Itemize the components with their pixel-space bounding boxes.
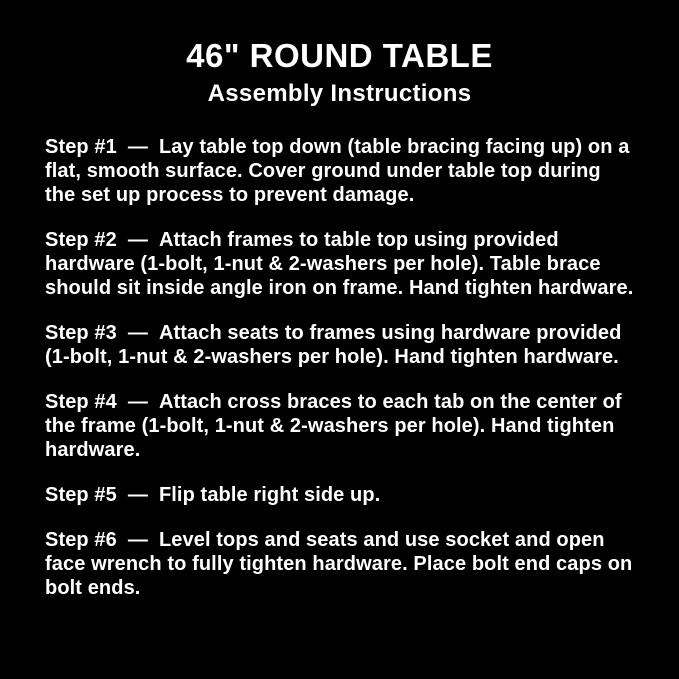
steps-list <box>45 135 634 600</box>
page-title: 46" ROUND TABLE <box>186 37 493 74</box>
step-3-label: Step #3 <box>45 321 117 344</box>
step-2-paragraph <box>45 228 634 300</box>
step-2-text: Attach frames to table top using provided hardware (1-bolt, 1-nut & 2-washers per hole). Table brace should sit inside angle iron on frame. Hand tighten hardware. <box>45 228 634 299</box>
em-dash: — <box>127 228 148 251</box>
step-3-text: Attach seats to frames using hardware provided (1-bolt, 1-nut & 2-washers per hole). Hand tighten hardware. <box>45 321 622 368</box>
step-1-label: Step #1 <box>45 135 117 158</box>
step-6-text: Level tops and seats and use socket and open face wrench to fully tighten hardware. Place bolt end caps on bolt ends. <box>45 528 633 599</box>
step-4-label: Step #4 <box>45 390 117 413</box>
step-3-paragraph <box>45 321 634 369</box>
step-5-paragraph <box>45 483 634 507</box>
step-5-text: Flip table right side up. <box>158 483 381 506</box>
em-dash: — <box>127 321 148 344</box>
step-1-text: Lay table top down (table bracing facing up) on a flat, smooth surface. Cover ground under table top during the set up process to prevent damage. <box>45 135 630 206</box>
step-5-label: Step #5 <box>45 483 117 506</box>
step-4-paragraph <box>45 390 634 462</box>
step-2-label: Step #2 <box>45 228 117 251</box>
step-1-paragraph <box>45 135 634 207</box>
em-dash: — <box>127 390 148 413</box>
card-header <box>45 38 634 108</box>
step-6-paragraph <box>45 528 634 600</box>
step-6-label: Step #6 <box>45 528 117 551</box>
step-4-text: Attach cross braces to each tab on the center of the frame (1-bolt, 1-nut & 2-washers per hole). Hand tighten hardware. <box>45 390 622 461</box>
em-dash: — <box>127 135 148 158</box>
em-dash: — <box>127 528 148 551</box>
page-subtitle: Assembly Instructions <box>207 80 472 108</box>
em-dash: — <box>127 483 148 506</box>
